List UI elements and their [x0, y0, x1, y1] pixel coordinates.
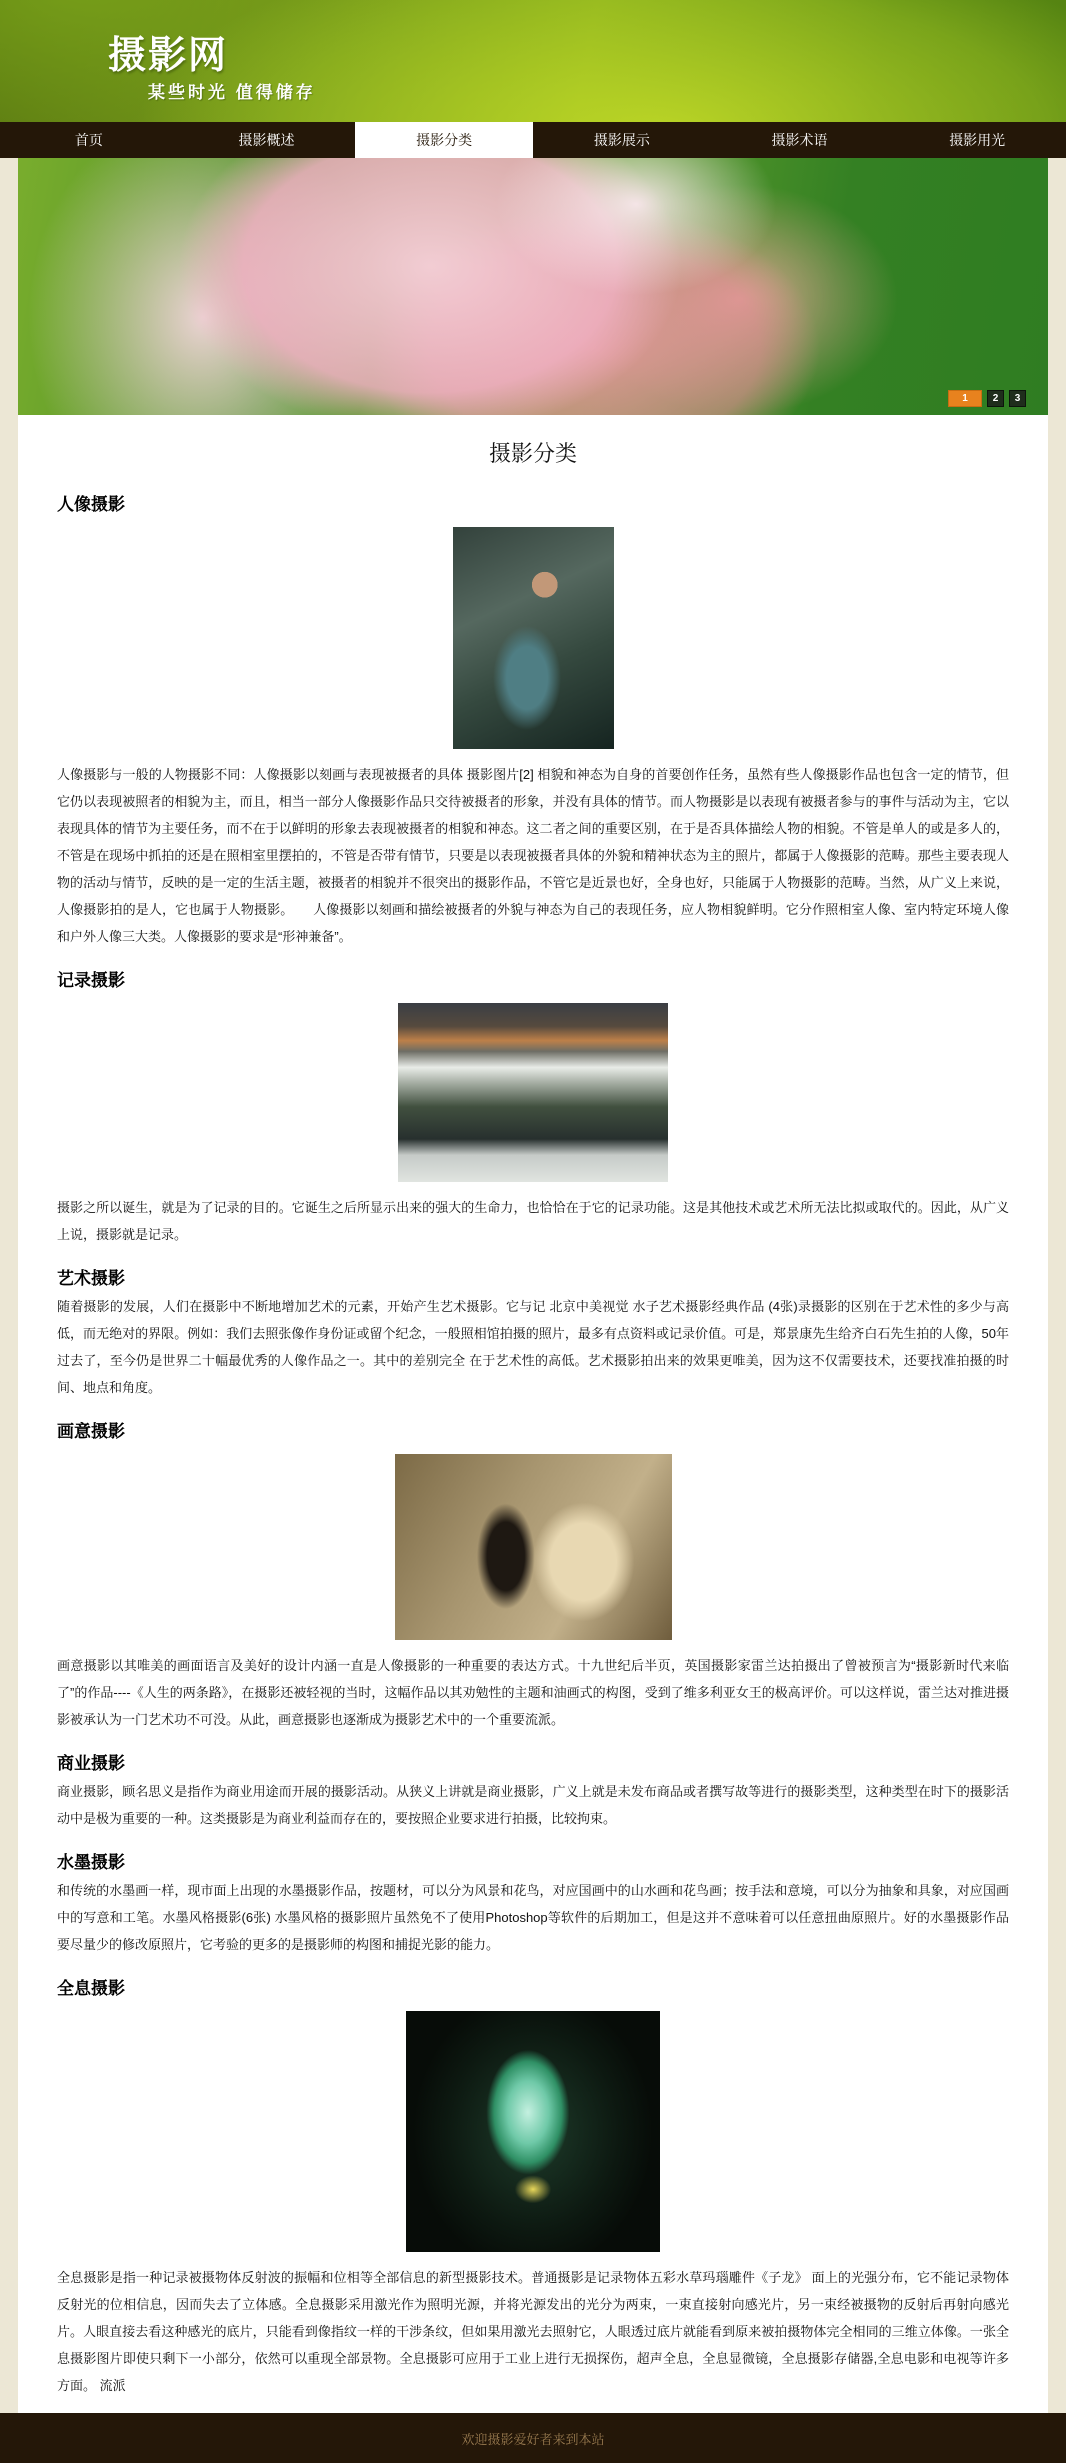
content-bottom-padding — [18, 2399, 1048, 2413]
nav-item-home[interactable]: 首页 — [74, 132, 103, 148]
section-heading-art: 艺术摄影 — [57, 1269, 125, 1288]
section-heading-record: 记录摄影 — [57, 971, 125, 990]
hero-pager-button-2[interactable]: 2 — [987, 390, 1004, 407]
section-holographic-photography — [18, 1974, 1048, 2399]
section-heading-holographic: 全息摄影 — [57, 1979, 125, 1998]
section-heading-ink-wash: 水墨摄影 — [57, 1853, 125, 1872]
nav-item-terms[interactable]: 摄影术语 — [771, 132, 828, 148]
site-subtitle: 某些时光 值得储存 — [148, 83, 316, 102]
site-header — [0, 0, 1066, 122]
section-text-ink-wash: 和传统的水墨画一样，现市面上出现的水墨摄影作品，按题材，可以分为风景和花鸟，对应国画中的山水画和花鸟画；按手法和意境，可以分为抽象和具象，对应国画中的写意和工笔。水墨风格摄影(6张) 水墨风格的摄影照片虽然免不了使用Photoshop等软件的后期加工，但是这并不意味着可以任意扭曲原照片。好的水墨摄影作品要尽量少的修改原照片，它考验的更多的是摄影师的构图和捕捉光影的能力。 — [57, 1883, 1009, 1952]
section-text-portrait: 人像摄影与一般的人物摄影不同：人像摄影以刻画与表现被摄者的具体 摄影图片[2] 相貌和神态为自身的首要创作任务，虽然有些人像摄影作品也包含一定的情节，但它仍以表现被照者的相貌为主，而且，相当一部分人像摄影作品只交待被摄者的形象，并没有具体的情节。而人物摄影是以表现有被摄者参与的事件与活动为主，它以表现具体的情节为主要任务，而不在于以鲜明的形象去表现被摄者的相貌和神态。这二者之间的重要区别，在于是否具体描绘人物的相貌。不管是单人的或是多人的，不管是在现场中抓拍的还是在照相室里摆拍的，不管是否带有情节，只要是以表现被摄者具体的外貌和精神状态为主的照片，都属于人像摄影的范畴。那些主要表现人物的活动与情节，反映的是一定的生活主题，被摄者的相貌并不很突出的摄影作品，不管它是近景也好，全身也好，只能属于人物摄影的范畴。当然，从广义上来说，人像摄影拍的是人，它也属于人物摄影。 人像摄影以刻画和描绘被摄者的外貌与神态为自己的表现任务，应人物相貌鲜明。它分作照相室人像、室内特定环境人像和户外人像三大类。人像摄影的要求是“形神兼备”。 — [57, 767, 1009, 944]
landscape-photo — [398, 1003, 668, 1182]
main-nav — [0, 122, 1066, 158]
section-heading-pictorial: 画意摄影 — [57, 1422, 125, 1441]
section-portrait-photography — [18, 490, 1048, 950]
section-art-photography — [18, 1264, 1048, 1401]
nav-item-categories[interactable]: 摄影分类 — [355, 122, 533, 158]
nav-item-showcase[interactable]: 摄影展示 — [593, 132, 650, 148]
footer-text: 欢迎摄影爱好者来到本站 — [461, 2431, 605, 2447]
page-title: 摄影分类 — [488, 441, 577, 466]
hologram-photo — [406, 2011, 660, 2252]
hero-pager-button-1[interactable]: 1 — [948, 390, 982, 407]
portrait-photo — [453, 527, 614, 749]
section-text-holographic: 全息摄影是指一种记录被摄物体反射波的振幅和位相等全部信息的新型摄影技术。普通摄影是记录物体五彩水草玛瑙雕件《子龙》 面上的光强分布，它不能记录物体反射光的位相信息，因而失去了立体感。全息摄影采用激光作为照明光源，并将光源发出的光分为两束，一束直接射向感光片，另一束经被摄物的反射后再射向感光片。人眼直接去看这种感光的底片，只能看到像指纹一样的干涉条纹，但如果用激光去照射它，人眼透过底片就能看到原来被拍摄物体完全相同的三维立体像。一张全息摄影图片即使只剩下一小部分，依然可以重现全部景物。全息摄影可应用于工业上进行无损探伤，超声全息，全息显微镜，全息摄影存储器,全息电影和电视等许多方面。 流派 — [57, 2270, 1009, 2393]
section-text-pictorial: 画意摄影以其唯美的画面语言及美好的设计内涵一直是人像摄影的一种重要的表达方式。十九世纪后半页，英国摄影家雷兰达拍摄出了曾被预言为“摄影新时代来临了”的作品----《人生的两条路》，在摄影还被轻视的当时，这幅作品以其劝勉性的主题和油画式的构图，受到了维多利亚女王的极高评价。可以这样说，雷兰达对推进摄影被承认为一门艺术功不可没。从此，画意摄影也逐渐成为摄影艺术中的一个重要流派。 — [57, 1658, 1009, 1727]
section-heading-portrait: 人像摄影 — [57, 495, 125, 514]
nav-item-lighting[interactable]: 摄影用光 — [949, 132, 1006, 148]
hero-banner — [18, 158, 1048, 415]
nav-item-overview[interactable]: 摄影概述 — [238, 132, 295, 148]
site-title: 摄影网 — [108, 35, 229, 77]
site-footer — [0, 2413, 1066, 2463]
section-heading-commercial: 商业摄影 — [57, 1754, 125, 1773]
hero-pager-button-3[interactable]: 3 — [1009, 390, 1026, 407]
section-text-record: 摄影之所以诞生，就是为了记录的目的。它诞生之后所显示出来的强大的生命力，也恰恰在于它的记录功能。这是其他技术或艺术所无法比拟或取代的。因此，从广义上说，摄影就是记录。 — [57, 1200, 1009, 1242]
section-pictorial-photography — [18, 1417, 1048, 1733]
section-text-art: 随着摄影的发展，人们在摄影中不断地增加艺术的元素，开始产生艺术摄影。它与记 北京中美视觉 水子艺术摄影经典作品 (4张)录摄影的区别在于艺术性的多少与高低，而无绝对的界限。例如：我们去照张像作身份证或留个纪念，一般照相馆拍摄的照片，最多有点资料或记录价值。可是，郑景康先生给齐白石先生拍的人像，50年过去了，至今仍是世界二十幅最优秀的人像作品之一。其中的差别完全 在于艺术性的高低。艺术摄影拍出来的效果更唯美，因为这不仅需要技术，还要找准拍摄的时间、地点和角度。 — [57, 1299, 1009, 1395]
section-text-commercial: 商业摄影，顾名思义是指作为商业用途而开展的摄影活动。从狭义上讲就是商业摄影，广义上就是未发布商品或者撰写故等进行的摄影类型，这种类型在时下的摄影活动中是极为重要的一种。这类摄影是为商业利益而存在的，要按照企业要求进行拍摄，比较拘束。 — [57, 1784, 1009, 1826]
section-commercial-photography — [18, 1749, 1048, 1832]
section-record-photography — [18, 966, 1048, 1248]
couple-photo — [395, 1454, 672, 1640]
section-ink-wash-photography — [18, 1848, 1048, 1958]
hero-pager — [948, 390, 1026, 407]
